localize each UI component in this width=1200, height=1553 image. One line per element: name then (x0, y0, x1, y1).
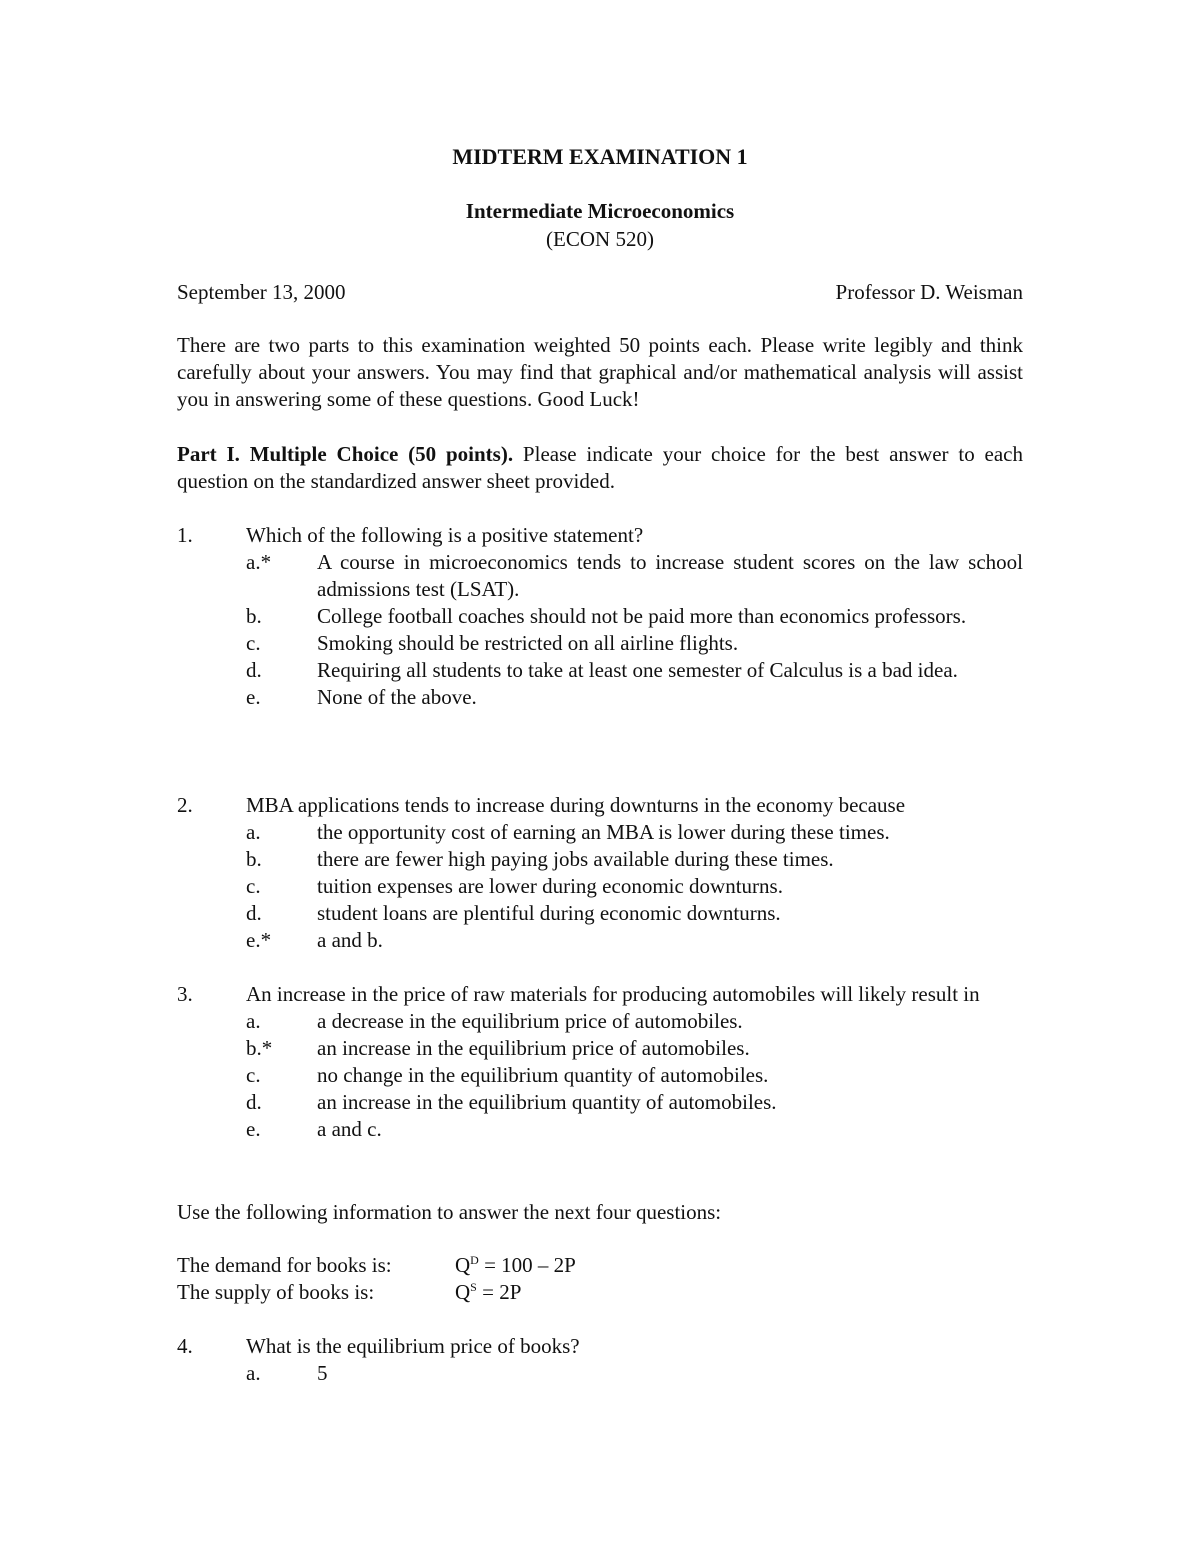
option-text: the opportunity cost of earning an MBA is lower during these times. (317, 820, 890, 844)
question-3 (177, 981, 1023, 1143)
demand-rhs: = 100 – 2P (478, 1253, 576, 1277)
question-number: 3. (177, 982, 193, 1006)
option-letter: a.* (246, 550, 272, 574)
option-letter: b.* (246, 1036, 273, 1060)
option-letter: b. (246, 847, 262, 871)
option-text: College football coaches should not be paid more than economics professors. (317, 604, 967, 628)
option-text: A course in microeconomics tends to increase student scores on the law school admissions test (LSAT). (317, 550, 1023, 601)
answer-option (246, 1062, 1023, 1089)
question-number: 1. (177, 523, 193, 547)
option-letter: a. (246, 820, 261, 844)
option-letter: c. (246, 1063, 261, 1087)
option-text: Requiring all students to take at least one semester of Calculus is a bad idea. (317, 658, 958, 682)
option-letter: d. (246, 658, 262, 682)
option-letter: d. (246, 901, 262, 925)
answer-option (246, 1035, 1023, 1062)
question-stem (177, 981, 1023, 1008)
question-text: An increase in the price of raw materials for producing automobiles will likely result in (246, 982, 980, 1006)
question-stem (177, 522, 1023, 549)
question-4 (177, 1333, 1023, 1387)
option-text: None of the above. (317, 685, 477, 709)
answer-option (246, 1360, 1023, 1387)
part1-heading: Part I. Multiple Choice (50 points). (177, 442, 514, 466)
answer-option (246, 657, 1023, 684)
question-number: 4. (177, 1334, 193, 1358)
course-code: (ECON 520) (546, 227, 654, 251)
supply-label: The supply of books is: (177, 1280, 375, 1304)
option-text: a decrease in the equilibrium price of automobiles. (317, 1009, 743, 1033)
option-text: a and b. (317, 928, 383, 952)
option-text: Smoking should be restricted on all airline flights. (317, 631, 739, 655)
exam-title: MIDTERM EXAMINATION 1 (452, 144, 748, 169)
answer-option (246, 1008, 1023, 1035)
course-name: Intermediate Microeconomics (465, 199, 735, 223)
info-lead: Use the following information to answer the next four questions: (177, 1200, 722, 1224)
option-letter: b. (246, 604, 262, 628)
option-letter: a. (246, 1009, 261, 1033)
question-text: What is the equilibrium price of books? (246, 1334, 580, 1358)
answer-option (246, 900, 1023, 927)
option-text: an increase in the equilibrium quantity of automobiles. (317, 1090, 777, 1114)
option-letter: c. (246, 874, 261, 898)
answer-option (246, 846, 1023, 873)
option-letter: e. (246, 1117, 261, 1141)
option-text: student loans are plentiful during economic downturns. (317, 901, 781, 925)
question-text: MBA applications tends to increase during downturns in the economy because (246, 793, 906, 817)
professor-name: Professor D. Weisman (835, 280, 1023, 304)
exam-date: September 13, 2000 (177, 280, 346, 304)
answer-option (246, 819, 1023, 846)
option-text: tuition expenses are lower during economic downturns. (317, 874, 783, 898)
part1-text: Please indicate your choice for the best answer to each question on the standardized answer sheet provided. (177, 442, 1023, 493)
option-text: 5 (317, 1361, 328, 1385)
answer-option (246, 927, 1023, 954)
question-stem (177, 792, 1023, 819)
demand-superscript: D (470, 1253, 479, 1267)
answer-option (246, 603, 1023, 630)
demand-symbol: Q (455, 1253, 471, 1277)
option-letter: d. (246, 1090, 262, 1114)
option-letter: a. (246, 1361, 261, 1385)
answer-option (246, 549, 1023, 603)
option-letter: e.* (246, 928, 272, 952)
option-letter: c. (246, 631, 261, 655)
supply-formula (455, 1279, 521, 1306)
answer-option (246, 630, 1023, 657)
supply-rhs: = 2P (476, 1280, 522, 1304)
question-text: Which of the following is a positive statement? (246, 523, 644, 547)
option-text: no change in the equilibrium quantity of automobiles. (317, 1063, 769, 1087)
supply-equation (177, 1279, 1023, 1306)
answer-option (246, 1116, 1023, 1143)
intro-paragraph: There are two parts to this examination weighted 50 points each. Please write legibly and think carefully about your answers. You may find that graphical and/or mathematical analysis will assist you in answering some of these questions. Good Luck! (177, 333, 1023, 411)
question-number: 2. (177, 793, 193, 817)
supply-superscript: S (470, 1280, 477, 1294)
answer-option (246, 684, 1023, 711)
demand-formula (455, 1252, 576, 1279)
question-stem (177, 1333, 1023, 1360)
option-text: a and c. (317, 1117, 382, 1141)
question-2 (177, 792, 1023, 954)
demand-label: The demand for books is: (177, 1253, 392, 1277)
answer-option (246, 873, 1023, 900)
option-text: there are fewer high paying jobs available during these times. (317, 847, 834, 871)
question-1 (177, 522, 1023, 711)
answer-option (246, 1089, 1023, 1116)
part1-instructions (177, 441, 1023, 495)
option-letter: e. (246, 685, 261, 709)
demand-equation (177, 1252, 1023, 1279)
supply-symbol: Q (455, 1280, 471, 1304)
option-text: an increase in the equilibrium price of automobiles. (317, 1036, 750, 1060)
